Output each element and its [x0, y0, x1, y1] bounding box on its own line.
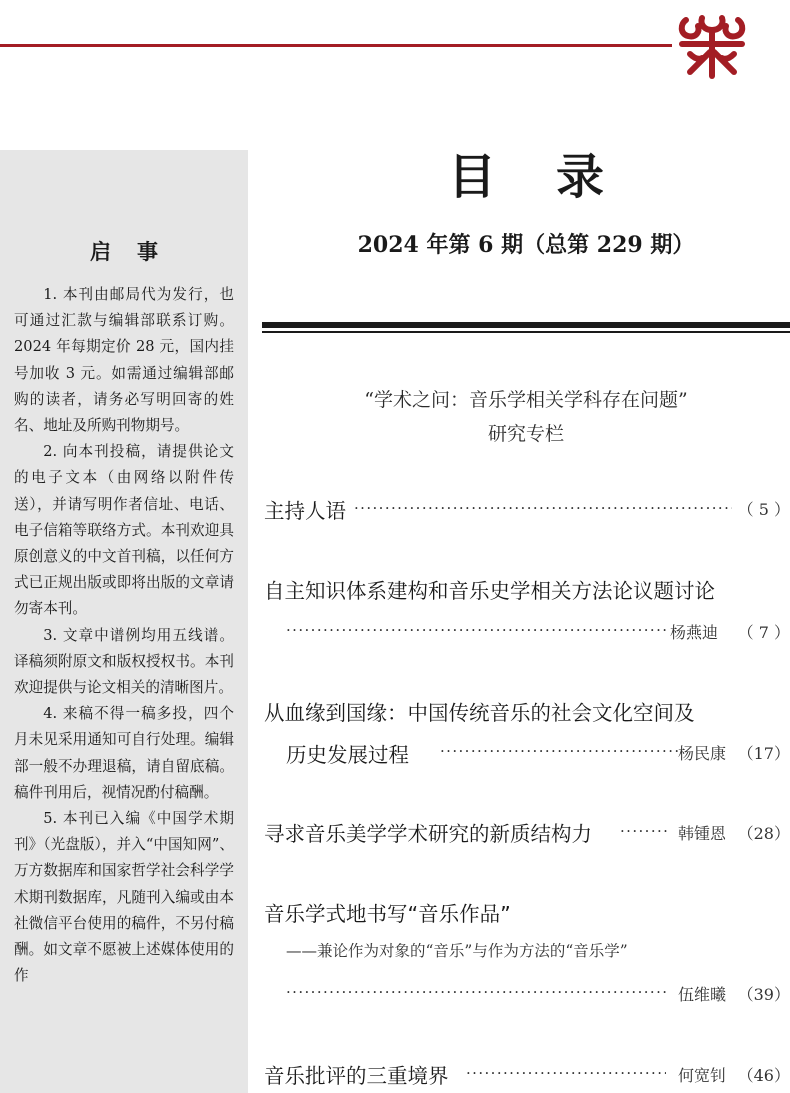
toc-entry-page: （46） — [737, 1066, 790, 1085]
notice-title: 启事 — [90, 240, 184, 264]
contents-title: 目录 — [447, 149, 664, 205]
toc-entry-subtitle: ——兼论作为对象的“音乐”与作为方法的“音乐学” — [286, 942, 628, 960]
toc-entry-title[interactable]: 自主知识体系建构和音乐史学相关方法论议题讨论 — [264, 579, 715, 603]
column-title — [262, 383, 790, 451]
toc-entry-author: 韩锺恩 — [677, 824, 726, 843]
toc-entry-title[interactable]: 从血缘到国缘：中国传统音乐的社会文化空间及 — [264, 701, 695, 725]
toc-leader — [440, 742, 680, 762]
toc-entry-title[interactable]: 音乐批评的三重境界 — [264, 1064, 449, 1088]
toc-leader — [620, 822, 668, 842]
toc-entry-page: （39） — [737, 985, 790, 1004]
toc-leader — [286, 621, 666, 641]
notice-paragraph: 1. 本刊由邮局代为发行，也可通过汇款与编辑部联系订购。2024 年每期定价 28 元，国内挂号加收 3 元。如需通过编辑部邮购的读者，请务必写明回寄的姓名、地址及所购刊物期号。 — [14, 286, 234, 435]
toc-leader — [286, 983, 666, 1003]
toc-entry-page: （ 5 ） — [737, 500, 790, 519]
column-title-line: “学术之问：音乐学相关学科存在问题” — [364, 389, 688, 411]
toc-entry-title[interactable]: 寻求音乐美学学术研究的新质结构力 — [264, 822, 592, 846]
toc-entry-author: 杨燕迪 — [669, 623, 718, 642]
notice-sidebar — [0, 150, 248, 1093]
toc-entry-page: （28） — [737, 824, 790, 843]
notice-paragraph: 3. 文章中谱例均用五线谱。译稿须附原文和版权授权书。本刊欢迎提供与论文相关的清晰图片。 — [14, 626, 234, 697]
toc-leader — [466, 1064, 666, 1084]
notice-paragraph: 5. 本刊已入编《中国学术期刊》（光盘版），并入“中国知网”、万方数据库和国家哲学社会科学学术期刊数据库，凡随刊入编或由本社微信平台使用的稿件，不另付稿酬。如文章不愿被上述媒体使用的作 — [14, 810, 234, 985]
toc-entry-title[interactable]: 主持人语 — [264, 499, 346, 523]
toc-entry-author: 何宽钊 — [677, 1066, 726, 1085]
title-rule-thin — [262, 331, 790, 333]
toc-entry-author: 伍维曦 — [677, 985, 726, 1004]
journal-logo-icon — [676, 14, 748, 80]
notice-body — [14, 282, 234, 989]
toc-entry-page: （ 7 ） — [737, 623, 790, 642]
title-rule-thick — [262, 322, 790, 328]
toc-entry-author: 杨民康 — [677, 744, 726, 763]
issue-number: 2024 年第 6 期（总第 229 期） — [357, 232, 695, 258]
toc-entry-page: （17） — [737, 744, 790, 763]
toc-entry-title[interactable]: 音乐学式地书写“音乐作品” — [264, 902, 511, 926]
header-rule — [0, 44, 672, 47]
notice-paragraph: 2. 向本刊投稿，请提供论文的电子文本（由网络以附件传送），并请写明作者信址、电话、电子信箱等联络方式。本刊欢迎具原创意义的中文首刊稿，以任何方式已正规出版或即将出版的文章请勿寄本刊。 — [14, 443, 234, 618]
column-title-line: 研究专栏 — [487, 423, 564, 445]
notice-paragraph: 4. 来稿不得一稿多投，四个月未见采用通知可自行处理。编辑部一般不办理退稿，请自留底稿。稿件刊用后，视情况酌付稿酬。 — [14, 705, 234, 801]
toc-leader — [354, 499, 732, 519]
toc-entry-title-continued[interactable]: 历史发展过程 — [286, 743, 409, 767]
